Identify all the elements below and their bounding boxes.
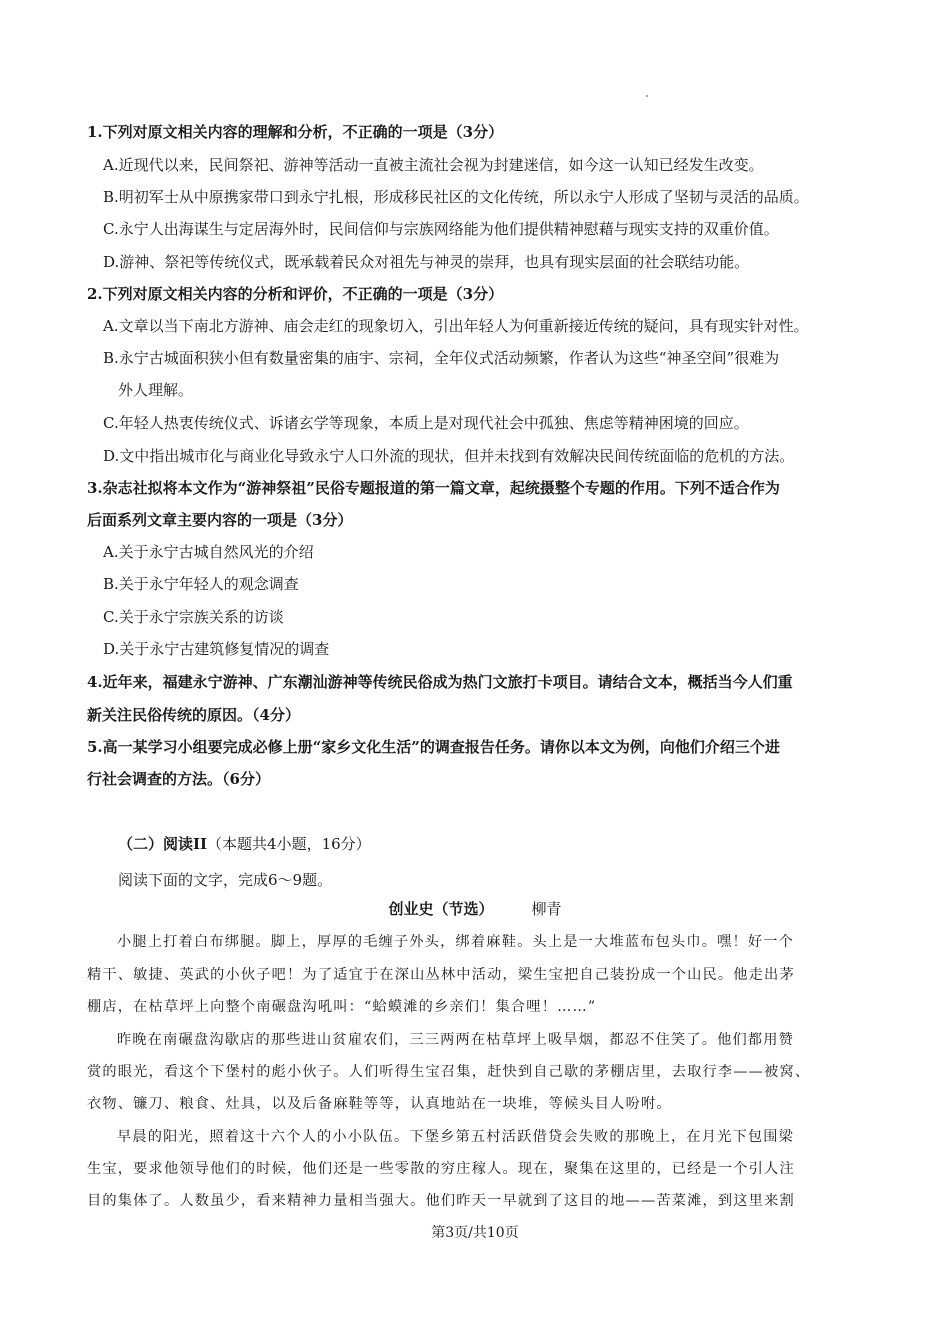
story-line-6: 衣物、镰刀、粮食、灶具，以及后备麻鞋等等，认真地站在一块堆，等候头目人吩咐。: [87, 1096, 672, 1112]
question-5-line2: 行社会调查的方法。（6分）: [87, 770, 270, 788]
section-2-heading: [118, 834, 371, 854]
passage-title: 创业史（节选）: [388, 900, 494, 918]
section-2-instruction: 阅读下面的文字，完成6～9题。: [118, 871, 333, 889]
question-1-option-a: A.近现代以来，民间祭祀、游神等活动一直被主流社会视为封建迷信，如今这一认知已经发生改变。: [103, 156, 764, 174]
question-1-option-d: D.游神、祭祀等传统仪式，既承载着民众对祖先与神灵的崇拜，也具有现实层面的社会联结功能。: [103, 253, 750, 271]
question-2-option-d: D.文中指出城市化与商业化导致永宁人口外流的现状，但并未找到有效解决民间传统面临的危机的方法。: [103, 447, 795, 465]
story-line-8: 生宝，要求他领导他们的时候，他们还是一些零散的穷庄稼人。现在，聚集在这里的，已经是一个引人注: [87, 1161, 795, 1177]
section-2-note: （本题共4小题，16分）: [207, 835, 371, 853]
passage-title-line: [0, 899, 950, 919]
question-3-option-d: D.关于永宁古建筑修复情况的调查: [103, 640, 330, 658]
question-3-stem-line2: 后面系列文章主要内容的一项是（3分）: [87, 511, 353, 529]
question-2-stem: 2.下列对原文相关内容的分析和评价，不正确的一项是（3分）: [87, 285, 504, 303]
story-line-9: 目的集体了。人数虽少，看来精神力量相当强大。他们昨天一早就到了这目的地——苦菜滩，到这里来割: [87, 1193, 795, 1209]
scan-speck: [646, 95, 648, 97]
question-2-option-a: A.文章以当下南北方游神、庙会走红的现象切入，引出年轻人为何重新接近传统的疑问，具有现实针对性。: [103, 317, 809, 335]
story-line-1: 小腿上打着白布绑腿。脚上，厚厚的毛缠子外头，绑着麻鞋。头上是一大堆蓝布包头巾。嘿！好一个: [117, 934, 795, 950]
question-3-option-a: A.关于永宁古城自然风光的介绍: [103, 543, 314, 561]
question-2-option-b-line1: B.永宁古城面积狭小但有数量密集的庙宇、宗祠，全年仪式活动频繁，作者认为这些“神圣空间”很难为: [103, 349, 780, 367]
question-3-option-b: B.关于永宁年轻人的观念调查: [103, 575, 299, 593]
question-3-stem-line1: 3.杂志社拟将本文作为“游神祭祖”民俗专题报道的第一篇文章，起统摄整个专题的作用。下列不适合作为: [87, 479, 780, 497]
question-4-line2: 新关注民俗传统的原因。（4分）: [87, 706, 300, 724]
story-line-7: 早晨的阳光，照着这十六个人的小小队伍。下堡乡第五村活跃借贷会失败的那晚上，在月光下包围梁: [117, 1129, 795, 1145]
story-line-4: 昨晚在南碾盘沟歇店的那些进山贫雇农们，三三两两在枯草坪上吸旱烟，都忍不住笑了。他们都用赞: [117, 1032, 795, 1048]
story-line-2: 精干、敏捷、英武的小伙子吧！为了适宜于在深山丛林中活动，梁生宝把自己装扮成一个山民。他走出茅: [87, 967, 795, 983]
page-number: 第3页/共10页: [431, 1225, 519, 1241]
question-1-option-c: C.永宁人出海谋生与定居海外时，民间信仰与宗族网络能为他们提供精神慰藉与现实支持的双重价值。: [103, 220, 779, 238]
story-line-5: 赏的眼光，看这个下堡村的彪小伙子。人们听得生宝召集，赶快到自己歇的茅棚店里，去取行李——被窝、: [87, 1064, 811, 1080]
question-3-option-c: C.关于永宁宗族关系的访谈: [103, 608, 284, 626]
question-2-option-c: C.年轻人热衷传统仪式、诉诸玄学等现象，本质上是对现代社会中孤独、焦虑等精神困境的回应。: [103, 414, 749, 432]
question-4-line1: 4.近年来，福建永宁游神、广东潮汕游神等传统民俗成为热门文旅打卡项目。请结合文本，概括当今人们重: [87, 673, 793, 691]
section-2-title: （二）阅读II: [118, 835, 208, 853]
story-line-3: 棚店，在枯草坪上向整个南碾盘沟吼叫：“蛤蟆滩的乡亲们！集合哩！……”: [87, 999, 597, 1015]
question-1-stem: 1.下列对原文相关内容的理解和分析，不正确的一项是（3分）: [87, 123, 504, 141]
question-5-line1: 5.高一某学习小组要完成必修上册“家乡文化生活”的调查报告任务。请你以本文为例，向他们介绍三个进: [87, 738, 780, 756]
question-2-option-b-line2: 外人理解。: [118, 381, 194, 399]
question-1-option-b: B.明初军士从中原携家带口到永宁扎根，形成移民社区的文化传统，所以永宁人形成了坚韧与灵活的品质。: [103, 188, 809, 206]
passage-author: 柳青: [531, 900, 562, 918]
